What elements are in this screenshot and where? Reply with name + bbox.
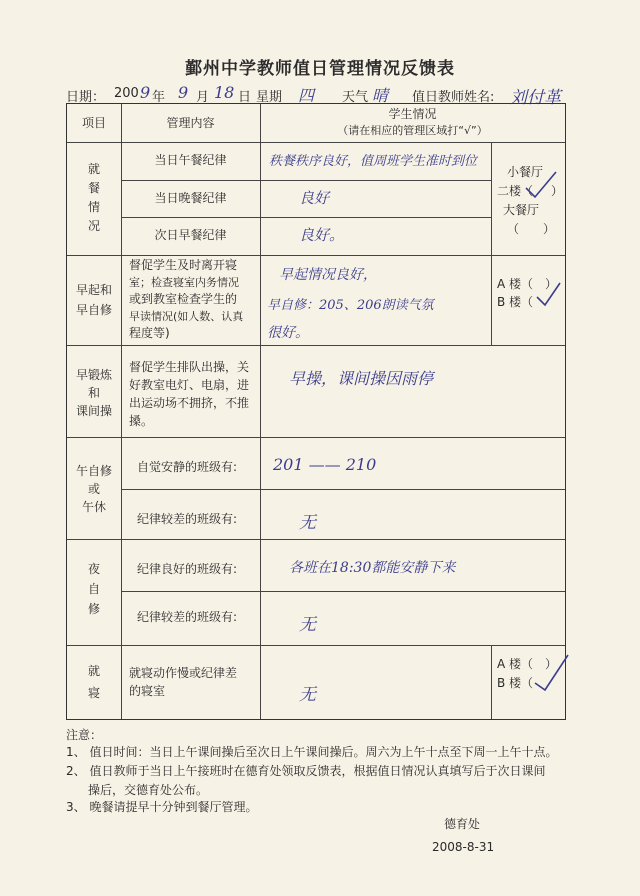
sleep-char: 寝 bbox=[87, 686, 100, 700]
noon-quiet-handwritten: 201 —— 210 bbox=[273, 455, 377, 474]
evening-char: 自 bbox=[87, 582, 100, 596]
rise-content-line: 室；检查寝室内务情况 bbox=[129, 276, 239, 289]
year-handwritten: 9 bbox=[140, 83, 151, 102]
rise-handwritten-2: 早自修：205、206朗读气氛 bbox=[267, 298, 434, 313]
meal-char: 况 bbox=[87, 219, 100, 233]
rise-handwritten-1: 早起情况良好， bbox=[279, 267, 377, 283]
header-content: 管理内容 bbox=[166, 116, 215, 130]
sleep-content-line: 的寝室 bbox=[129, 684, 166, 698]
rise-content-line: 或到教室检查学生的 bbox=[129, 292, 238, 306]
weather-handwritten: 晴 bbox=[372, 86, 389, 105]
rise-handwritten-3: 很好。 bbox=[267, 325, 309, 341]
weekday-label: 星期 bbox=[256, 90, 283, 105]
second-floor-close: ） bbox=[551, 184, 564, 198]
lunch-handwritten: 秩餐秩序良好，值周班学生准时到位 bbox=[269, 154, 478, 169]
sign-date: 2008-8-31 bbox=[432, 840, 495, 854]
note-1: 1、 值日时间：当日上午课间操后至次日上午课间操后。周六为上午十点至下周一上午十点。 bbox=[66, 745, 558, 759]
exercise-line: 课间操 bbox=[75, 404, 112, 418]
month-label: 月 bbox=[196, 90, 210, 105]
meal-char: 餐 bbox=[87, 181, 100, 195]
office-signature: 德育处 bbox=[444, 817, 481, 831]
year-label: 年 bbox=[152, 90, 166, 105]
weather-label: 天气 bbox=[342, 90, 369, 105]
dinner-handwritten: 良好 bbox=[299, 189, 330, 207]
exercise-content-line: 搡。 bbox=[129, 414, 154, 428]
sleep-building-b: B 楼（ bbox=[497, 676, 534, 690]
year-prefix: 200 bbox=[114, 86, 139, 101]
noon-poor-label: 纪律较差的班级有: bbox=[137, 512, 238, 526]
breakfast-handwritten: 良好。 bbox=[299, 226, 345, 244]
sleep-handwritten: 无 bbox=[299, 685, 316, 705]
rise-content-line: 督促学生及时离开寝 bbox=[129, 258, 238, 272]
day-label: 日 bbox=[238, 90, 252, 105]
rise-building-a: A 楼（ ） bbox=[497, 277, 558, 291]
evening-char: 夜 bbox=[87, 562, 100, 576]
noon-quiet-label: 自觉安静的班级有: bbox=[137, 460, 238, 474]
lunch-discipline-label: 当日午餐纪律 bbox=[154, 153, 227, 167]
month-handwritten: 9 bbox=[178, 83, 189, 102]
notes-heading: 注意： bbox=[66, 728, 103, 742]
rise-line: 早自修 bbox=[75, 303, 112, 317]
teacher-label: 值日教师姓名: bbox=[412, 90, 495, 105]
form-title: 鄞州中学教师值日管理情况反馈表 bbox=[185, 59, 455, 79]
exercise-line: 和 bbox=[87, 386, 100, 400]
noon-poor-handwritten: 无 bbox=[299, 513, 316, 533]
note-3: 3、 晚餐请提早十分钟到餐厅管理。 bbox=[66, 800, 258, 814]
rise-line: 早起和 bbox=[75, 283, 112, 297]
meal-char: 就 bbox=[87, 162, 100, 176]
rise-content-line: 程度等) bbox=[129, 326, 170, 340]
noon-line: 午休 bbox=[81, 500, 106, 514]
evening-char: 修 bbox=[87, 602, 100, 616]
weekday-handwritten: 四 bbox=[298, 86, 315, 105]
evening-good-handwritten: 各班在18:30都能安静下来 bbox=[289, 560, 456, 576]
header-project: 项目 bbox=[81, 116, 106, 130]
rise-building-b: B 楼（ bbox=[497, 295, 534, 309]
rise-content-line: 早读情况(如人数、认真 bbox=[129, 310, 244, 323]
teacher-handwritten: 刘付革 bbox=[510, 88, 561, 108]
exercise-content-line: 出运动场不拥挤，不推 bbox=[129, 396, 250, 410]
small-canteen-label: 小餐厅 bbox=[507, 165, 544, 179]
date-label: 日期： bbox=[66, 90, 106, 105]
noon-line: 或 bbox=[87, 482, 100, 496]
exercise-content-line: 好教室电灯、电扇，进 bbox=[129, 378, 250, 392]
day-handwritten: 18 bbox=[214, 83, 235, 102]
sleep-content-line: 就寝动作慢或纪律差 bbox=[129, 666, 238, 680]
big-canteen-box: （ ） bbox=[507, 222, 556, 236]
check-mark-icon bbox=[535, 655, 568, 690]
big-canteen-label: 大餐厅 bbox=[503, 203, 540, 217]
header-student-1: 学生情况 bbox=[388, 107, 437, 121]
sleep-building-a: A 楼（ ） bbox=[497, 657, 558, 671]
breakfast-discipline-label: 次日早餐纪律 bbox=[154, 228, 227, 242]
check-mark-icon bbox=[537, 283, 560, 305]
exercise-line: 早锻炼 bbox=[75, 368, 112, 382]
evening-good-label: 纪律良好的班级有: bbox=[137, 562, 238, 576]
sleep-char: 就 bbox=[87, 664, 100, 678]
evening-poor-handwritten: 无 bbox=[299, 615, 316, 635]
noon-line: 午自修 bbox=[75, 464, 112, 478]
exercise-handwritten: 早操，课间操因雨停 bbox=[289, 369, 434, 388]
evening-poor-label: 纪律较差的班级有: bbox=[137, 610, 238, 624]
note-2: 2、 值日教师于当日上午接班时在德育处领取反馈表，根据值日情况认真填写后于次日课间 bbox=[66, 764, 546, 778]
check-mark-icon bbox=[526, 172, 556, 197]
exercise-content-line: 督促学生排队出操，关 bbox=[129, 360, 250, 374]
note-2-cont: 操后，交德育处公布。 bbox=[88, 783, 209, 797]
second-floor-label: 二楼（ bbox=[497, 184, 534, 198]
meal-char: 情 bbox=[87, 200, 100, 214]
header-student-2: （请在相应的管理区域打“√”） bbox=[337, 124, 488, 137]
dinner-discipline-label: 当日晚餐纪律 bbox=[154, 191, 227, 205]
